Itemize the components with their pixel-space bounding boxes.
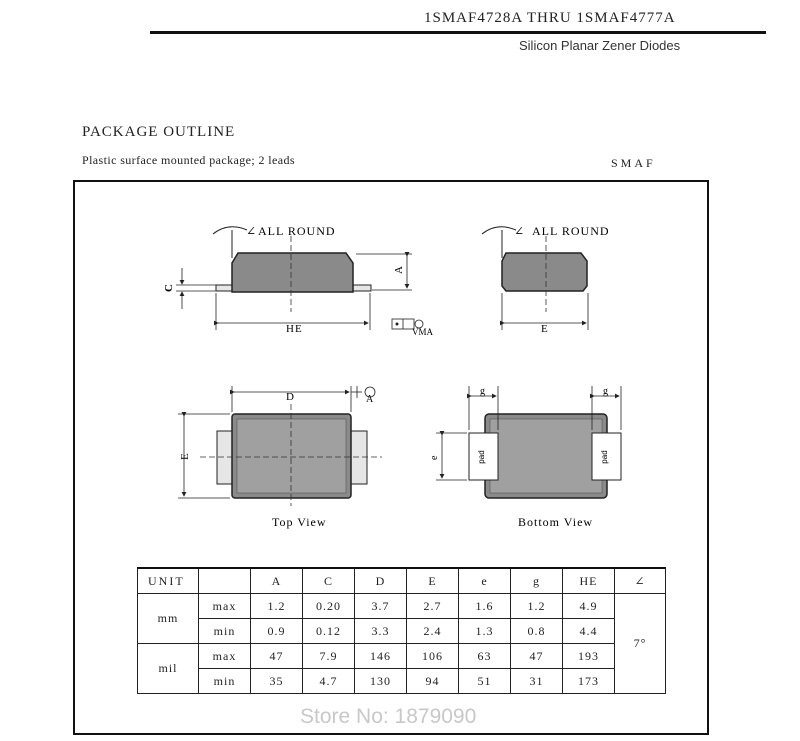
cell: 1.2 [251,594,303,619]
bottom-label-g-left: g [480,386,485,397]
cell: 47 [251,644,303,669]
cell: 1.2 [511,594,563,619]
cell: 63 [459,644,511,669]
cell: 173 [563,669,615,694]
cell: 0.20 [303,594,355,619]
table-row [138,669,666,694]
end-label-e: E [541,323,548,335]
cell: 0.8 [511,619,563,644]
svg-text:∠: ∠ [246,224,257,238]
unit-cell: mil [138,644,199,694]
cell: 0.12 [303,619,355,644]
cell: 4.9 [563,594,615,619]
end-view-drawing [482,224,610,335]
pad-left-label: pad [477,450,486,464]
table-row [138,644,666,669]
bottom-view-caption: Bottom View [518,515,594,529]
document-subtitle: Silicon Planar Zener Diodes [519,38,681,53]
cell: 7.9 [303,644,355,669]
cell: 2.4 [407,619,459,644]
package-code: SMAF [611,156,656,170]
header-angle: ∠ [615,568,666,594]
cell: 0.9 [251,619,303,644]
top-label-d: D [286,391,294,403]
row-kind: max [199,644,251,669]
end-all-round-callout: ALL ROUND [532,224,610,238]
package-description: Plastic surface mounted package; 2 leads [82,153,295,167]
header-blank [199,568,251,594]
table-row [138,619,666,644]
side-label-vma: VMA [412,327,434,337]
bottom-label-g-right: g [603,386,608,397]
row-kind: max [199,594,251,619]
header-d: D [355,568,407,594]
cell: 51 [459,669,511,694]
unit-cell: mm [138,594,199,644]
bottom-label-e: e [429,455,440,460]
cell: 31 [511,669,563,694]
header-e-lower: e [459,568,511,594]
angle-cell: 7° [615,594,666,694]
cell: 193 [563,644,615,669]
header-a: A [251,568,303,594]
cell: 1.6 [459,594,511,619]
cell: 1.3 [459,619,511,644]
cell: 47 [511,644,563,669]
cell: 106 [407,644,459,669]
bottom-view-drawing [429,386,621,498]
store-watermark: Store No: 1879090 [300,705,477,728]
cell: 4.7 [303,669,355,694]
top-view-caption: Top View [272,515,327,529]
cell: 146 [355,644,407,669]
header-he: HE [563,568,615,594]
table-row [138,594,666,619]
table-header-row [138,568,666,594]
header-e-upper: E [407,568,459,594]
pad-right-label: pad [600,450,609,464]
side-label-a: A [393,266,405,274]
top-view-drawing [178,386,382,506]
cell: 35 [251,669,303,694]
section-title: PACKAGE OUTLINE [82,124,236,140]
dimensions-table [137,567,666,694]
svg-text:∠: ∠ [514,224,525,238]
top-label-e: E [179,453,191,460]
top-label-a: A [366,394,374,405]
cell: 130 [355,669,407,694]
cell: 2.7 [407,594,459,619]
side-label-c: C [163,284,175,292]
part-range-title: 1SMAF4728A THRU 1SMAF4777A [424,10,676,26]
side-view-drawing [163,224,434,337]
header-c: C [303,568,355,594]
row-kind: min [199,669,251,694]
side-label-he: HE [286,323,303,335]
cell: 3.7 [355,594,407,619]
cell: 3.3 [355,619,407,644]
cell: 94 [407,669,459,694]
header-unit: UNIT [138,568,199,594]
cell: 4.4 [563,619,615,644]
row-kind: min [199,619,251,644]
side-all-round-callout: ALL ROUND [258,224,336,238]
header-g: g [511,568,563,594]
